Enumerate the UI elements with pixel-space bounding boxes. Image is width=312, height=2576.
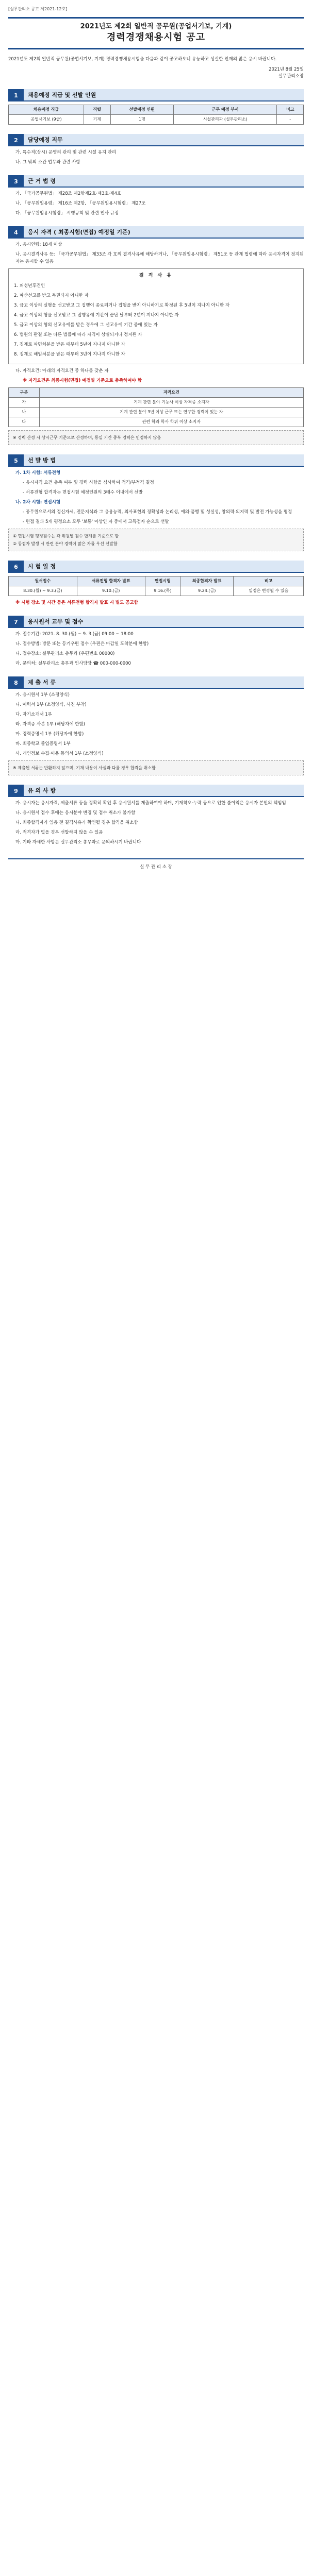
section-number: 9: [8, 785, 24, 797]
doc-tag: [실무관리소 공고 제2021-12호]: [8, 7, 68, 11]
section-header: [8, 134, 304, 146]
section-number: 6: [8, 561, 24, 573]
note: [8, 529, 304, 551]
table-cell: 가: [9, 398, 40, 408]
title-line1: 2021년도 제2회 일반직 공무원(공업서기보, 기계): [80, 23, 232, 30]
section-number: 7: [8, 616, 24, 628]
section-header: [8, 175, 304, 188]
note: ※ 경력 산정 시 상시근무 기준으로 산정하며, 동일 기간 중복 경력은 인정하지 않음: [8, 430, 304, 445]
date-block: [8, 66, 304, 80]
table-cell: 기계 관련 분야 3년 이상 근무 또는 연구한 경력이 있는 자: [39, 408, 303, 417]
list-item: 다. 접수장소: 실무관리소 총무과 (우편번호 00000): [15, 651, 115, 656]
box-line: 8. 징계로 해임처분을 받은 때부터 3년이 지나지 아니한 자: [14, 352, 125, 357]
table-header: 원서접수: [9, 577, 77, 586]
table-cell: 다: [9, 417, 40, 427]
table-cell: 1명: [110, 115, 174, 125]
section-number: 3: [8, 175, 24, 188]
box-line: 5. 금고 이상의 형의 선고유예를 받은 경우에 그 선고유예 기간 중에 있는 자: [14, 323, 158, 328]
table-cell: 9.16.(목): [145, 586, 180, 596]
list-item: 나. 응시결격사유 등: 「국가공무원법」 제33조 각 호의 결격사유에 해당하거나, 「공무원임용시험령」 제51조 등 관계 법령에 따라 응시자격이 정지된 자는 응시할 수 없음: [15, 252, 304, 264]
section-header: [8, 89, 304, 101]
disqualification-box: [8, 268, 304, 364]
list-item: 다. 자기소개서 1부: [15, 712, 52, 717]
table-header: 면접시험: [145, 577, 180, 586]
section-title: 채용예정 직급 및 선발 인원: [24, 89, 304, 101]
section-title: 제 출 서 류: [24, 676, 304, 689]
table-header: 서류전형 합격자 발표: [77, 577, 145, 586]
table-header: 자격요건: [39, 388, 303, 398]
footer: 실 무 관 리 소 장: [8, 858, 304, 871]
list-item: 가. 접수기간: 2021. 8. 30.(월) ~ 9. 3.(금) 09:00 ~ 18:00: [15, 632, 134, 637]
list-item: 가. 특수직(상시) 운영의 관리 및 관련 시설 유지 관리: [15, 150, 117, 155]
list-item: 사. 개인정보 수집·이용 동의서 1부 (소정양식): [15, 751, 104, 756]
section-title: 담당예정 직무: [24, 134, 304, 146]
table-header: 직렬: [84, 105, 110, 115]
table-cell: 시설관리과 (실무관리소): [174, 115, 277, 125]
title-line2: 경력경쟁채용시험 공고: [106, 32, 206, 43]
section-header: [8, 785, 304, 797]
section-4: [8, 226, 304, 445]
list-item: - 면접 결과 5개 평정요소 모두 '보통' 이상인 자 중에서 고득점자 순으로 선발: [23, 519, 169, 524]
section-6: [8, 561, 304, 606]
table-cell: 일정은 변경될 수 있음: [234, 586, 304, 596]
section-number: 8: [8, 676, 24, 689]
section-title: 시 험 일 정: [24, 561, 304, 573]
section-title: 근 거 법 령: [24, 175, 304, 188]
table-cell: 9.10.(금): [77, 586, 145, 596]
list-item: - 응시자격 요건 충족 여부 및 경력 사항을 심사하여 적격/부적격 결정: [23, 480, 154, 485]
section-5: [8, 454, 304, 551]
list-item: 다. 자격요건: 아래의 자격요건 중 하나를 갖춘 자: [15, 368, 109, 374]
section-header: [8, 676, 304, 689]
section-1: [8, 89, 304, 125]
list-item: 가. 응시원서 1부 (소정양식): [15, 692, 70, 698]
section-title: 유 의 사 항: [24, 785, 304, 797]
section-title: 응시 자격 ( 최종시험(면접) 예정일 기준): [24, 226, 304, 239]
list-item: 나. 이력서 1부 (소정양식, 사진 부착): [15, 702, 87, 707]
table-cell: 8.30.(월) ~ 9.3.(금): [9, 586, 77, 596]
list-item: - 서류전형 합격자는 면접시험 예정인원의 3배수 이내에서 선발: [23, 490, 143, 495]
box-line: 6. 법원의 판결 또는 다른 법률에 따라 자격이 상실되거나 정지된 자: [14, 332, 142, 337]
section-title: 응시원서 교부 및 접수: [24, 616, 304, 628]
table-cell: 나: [9, 408, 40, 417]
box-line: 1. 피성년후견인: [14, 283, 45, 289]
table-cell: 공업서기보 (9급): [9, 115, 84, 125]
list-item: 마. 경력증명서 1부 (해당자에 한함): [15, 732, 84, 737]
section-header: [8, 616, 304, 628]
list-item: 마. 기타 자세한 사항은 실무관리소 총무과로 문의하시기 바랍니다: [15, 840, 141, 845]
list-item: 나. 응시원서 접수 후에는 응시분야 변경 및 접수 취소가 불가함: [15, 810, 136, 816]
box-line: 2. 파산선고를 받고 복권되지 아니한 자: [14, 293, 89, 298]
list-item: 나. 그 밖의 소관 업무와 관련 사항: [15, 160, 80, 165]
section-header: [8, 561, 304, 573]
section-header: [8, 454, 304, 467]
table-cell: 관련 학과 학사 학위 이상 소지자: [39, 417, 303, 427]
list-item: 나. 「공무원임용령」 제16조 제2항, 「공무원임용시험령」 제27조: [15, 201, 146, 206]
section-header: [8, 226, 304, 239]
schedule-table: [8, 576, 304, 596]
section-3: [8, 175, 304, 217]
table-header: 비고: [234, 577, 304, 586]
list-item: 가. 「국가공무원법」 제28조 제2항제2호·제3호·제4호: [15, 191, 122, 196]
section-7: [8, 616, 304, 667]
list-item: 다. 최종합격자가 임용 전 결격사유가 확인될 경우 합격을 취소함: [15, 820, 138, 825]
table-header: 선발예정 인원: [110, 105, 174, 115]
table-header: 비고: [277, 105, 304, 115]
box-line: 4. 금고 이상의 형을 선고받고 그 집행유예 기간이 끝난 날부터 2년이 지나지 아니한 자: [14, 313, 179, 318]
table-cell: 기계 관련 분야 기능사 이상 자격증 소지자: [39, 398, 303, 408]
schedule-note: ※ 시험 장소 및 시간 등은 서류전형 합격자 발표 시 별도 공고함: [15, 600, 138, 605]
table-header: 채용예정 직급: [9, 105, 84, 115]
table-header: 근무 예정 부서: [174, 105, 277, 115]
table-cell: 기계: [84, 115, 110, 125]
list-item: 라. 문의처: 실무관리소 총무과 인사담당 ☎ 000-000-0000: [15, 661, 131, 666]
note-line: ② 동점자 발생 시 관련 분야 경력이 많은 자를 우선 선발함: [13, 541, 118, 546]
section-9: [8, 785, 304, 846]
table-cell: -: [277, 115, 304, 125]
section-number: 1: [8, 89, 24, 101]
list-item: 다. 「공무원임용시험령」 시행규칙 및 관련 인사 규정: [15, 211, 119, 216]
box-line: 7. 징계로 파면처분을 받은 때부터 5년이 지나지 아니한 자: [14, 342, 125, 347]
list-item: 바. 최종학교 졸업증명서 1부: [15, 741, 71, 747]
table-header: 구분: [9, 388, 40, 398]
table-cell: 9.24.(금): [180, 586, 234, 596]
list-item: 라. 적격자가 없을 경우 선발하지 않을 수 있음: [15, 830, 103, 835]
box-title: 결 격 사 유: [139, 273, 173, 278]
section-8: [8, 676, 304, 775]
list-item: 라. 자격증 사본 1부 (해당자에 한함): [15, 722, 85, 727]
section-number: 2: [8, 134, 24, 146]
announcement-date: 2021년 8월 25일: [269, 67, 304, 72]
requirement-table: [8, 387, 304, 427]
requirement-note: ※ 자격요건은 최종시험(면접) 예정일 기준으로 충족하여야 함: [23, 378, 142, 383]
note-line: ① 면접시험 평정점수는 각 위원별 점수 합계를 기준으로 함: [13, 534, 119, 538]
list-item: 나. 2차 시험: 면접시험: [15, 500, 61, 505]
list-item: 가. 응시자는 응시자격, 제출서류 등을 정확히 확인 후 응시원서를 제출하여야 하며, 기재착오·누락 등으로 인한 불이익은 응시자 본인의 책임임: [15, 801, 286, 806]
section-number: 4: [8, 226, 24, 239]
issuer: 실무관리소장: [278, 74, 304, 79]
list-item: - 공무원으로서의 정신자세, 전문지식과 그 응용능력, 의사표현의 정확성과 논리성, 예의·품행 및 성실성, 창의력·의지력 및 발전 가능성을 평정: [23, 510, 292, 515]
list-item: 나. 접수방법: 방문 또는 등기우편 접수 (우편은 마감일 도착분에 한함): [15, 641, 149, 647]
section-2: [8, 134, 304, 166]
box-line: 3. 금고 이상의 실형을 선고받고 그 집행이 종료되거나 집행을 받지 아니하기로 확정된 후 5년이 지나지 아니한 자: [14, 303, 230, 308]
intro-text: 2021년도 제2회 일반직 공무원(공업서기보, 기계) 경력경쟁채용시험을 다음과 같이 공고하오니 유능하고 성실한 인재의 많은 응시 바랍니다.: [8, 57, 277, 62]
table-header: 최종합격자 발표: [180, 577, 234, 586]
title-box: [8, 17, 304, 49]
section-number: 5: [8, 454, 24, 467]
section-title: 선 발 방 법: [24, 454, 304, 467]
note: ※ 제출된 서류는 반환하지 않으며, 기재 내용이 사실과 다를 경우 합격을 취소함: [8, 760, 304, 775]
recruit-table: [8, 105, 304, 125]
list-item: 가. 응시연령: 18세 이상: [15, 242, 62, 247]
list-item: 가. 1차 시험: 서류전형: [15, 470, 61, 476]
